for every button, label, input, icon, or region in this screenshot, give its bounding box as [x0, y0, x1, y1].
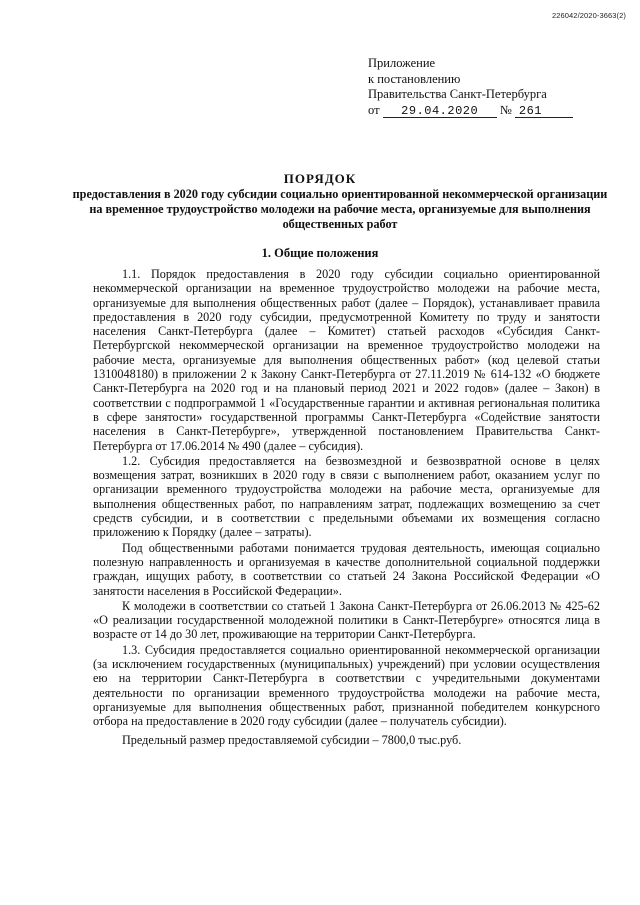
number-label: №	[499, 102, 512, 117]
appendix-block	[368, 56, 573, 118]
appendix-line-3: Правительства Санкт-Петербурга	[368, 87, 547, 101]
document-number: 226042/2020-3663(2)	[551, 11, 626, 20]
from-label: от	[368, 102, 380, 117]
document-subtitle: предоставления в 2020 году субсидии социально ориентированной некоммерческой организации на временное трудоустройство молодежи на рабочие места, организуемые для выполнения общественных работ	[72, 187, 608, 231]
paragraph-public-works: Под общественными работами понимается трудовая деятельность, имеющая социально полезную направленность и организуемая в качестве дополнительной социальной поддержки граждан, ищущих работу, в соответствии со статьей 24 Закона Российской Федерации «О занятости населения в Российской Федерации».	[93, 540, 600, 598]
paragraph-youth: К молодежи в соответствии со статьей 1 Закона Санкт-Петербурга от 26.06.2013 № 425-62 «О реализации государственной молодежной политики в Санкт-Петербурге» относятся лица в возрасте от 14 до 30 лет, проживающие на территории Санкт-Петербурга.	[93, 598, 600, 642]
document-title: ПОРЯДОК	[283, 171, 357, 186]
section-title: 1. Общие положения	[261, 246, 379, 260]
appendix-line-2: к постановлению	[368, 71, 461, 86]
paragraph-1-1: 1.1. Порядок предоставления в 2020 году субсидии социально ориентированной некоммерческой организации на временное трудоустройство молодежи на рабочие места, организуемые для выполнения общественных работ (далее – Порядок), устанавливает правила предоставления в 2020 году субсидии, предусмотренной Комитету по труду и занятости населения Санкт-Петербурга (далее – Комитет) статьей расходов «Субсидия Санкт-Петербургской некоммерческой организации на временное трудоустройство молодежи на рабочие места, организуемые для выполнения общественных работ» (код целевой статьи 1310048180) в приложении 2 к Закону Санкт-Петербурга от 27.11.2019 № 614-132 «О бюджете Санкт-Петербурга на 2020 год и на плановый период 2021 и 2022 годов» (далее – Закон) в соответствии с подпрограммой 1 «Государственные гарантии и активная региональная политика в сфере занятости» государственной программы Санкт-Петербурга «Содействие занятости населения в Санкт-Петербурге», утвержденной постановлением Правительства Санкт-Петербурга от 17.06.2014 № 490 (далее – субсидия).	[93, 267, 600, 453]
paragraph-1-3: 1.3. Субсидия предоставляется социально ориентированной некоммерческой организации (за исключением государственных (муниципальных) учреждений) при условии осуществления ею на территории Санкт-Петербурга в соответствии с учредительными документами деятельности по организации временного трудоустройства молодежи на рабочие места, организуемые для выполнения общественных работ, признанной победителем конкурсного отбора на предоставление в 2020 году субсидии (далее – получатель субсидии).	[93, 642, 600, 729]
resolution-number: 261	[515, 105, 573, 118]
appendix-line-1: Приложение	[368, 56, 436, 70]
resolution-date: 29.04.2020	[383, 105, 497, 118]
appendix-date-row	[368, 103, 573, 119]
section-body	[93, 267, 600, 748]
paragraph-1-2: 1.2. Субсидия предоставляется на безвозмездной и безвозвратной основе в целях возмещения затрат, возникших в 2020 году в связи с выполнением работ, оказанием услуг по организации временного трудоустройства молодежи на рабочие места, организуемые для выполнения общественных работ, по направлениям затрат, подлежащих возмещению за счет средств субсидии, и в соответствии с предельными объемами их возмещения согласно приложению к Порядку (далее – затраты).	[93, 453, 600, 540]
paragraph-max-subsidy: Предельный размер предоставляемой субсидии – 7800,0 тыс.руб.	[122, 732, 462, 747]
